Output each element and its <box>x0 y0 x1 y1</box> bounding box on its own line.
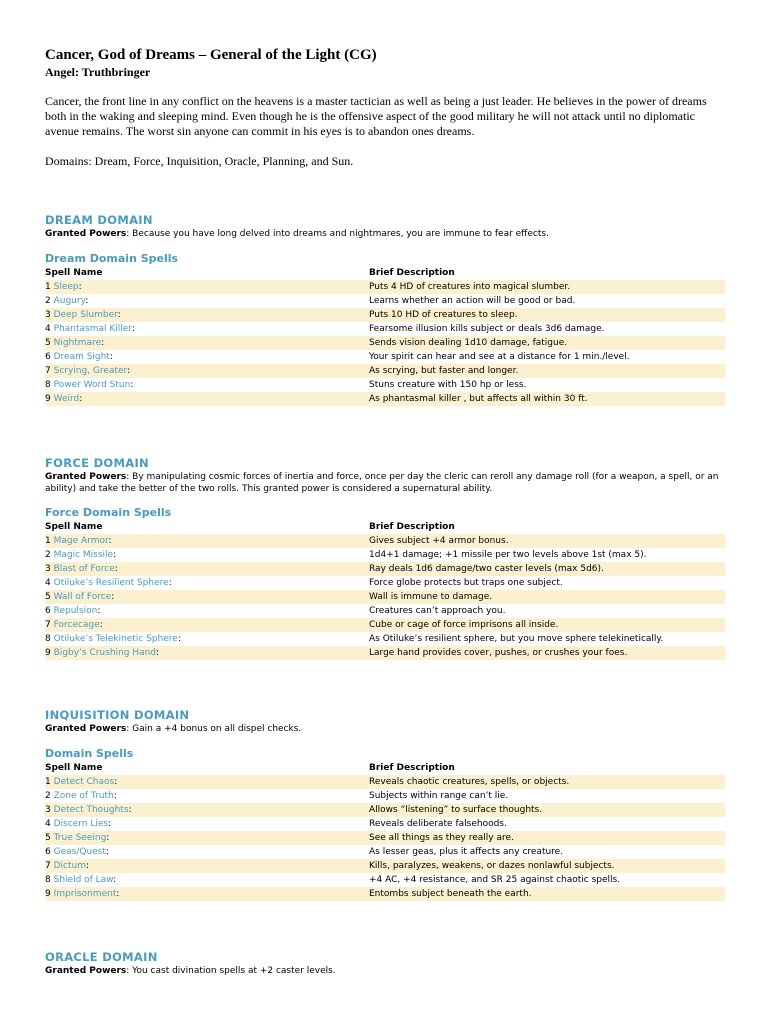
page-title: Cancer, God of Dreams – General of the Light (CG) <box>45 47 377 63</box>
spell-row <box>45 534 725 548</box>
spell-description: Entombs subject beneath the earth. <box>369 887 725 901</box>
spell-colon: : <box>113 875 117 885</box>
spell-level: 5 <box>45 592 51 602</box>
spell-link[interactable]: Dream Sight <box>53 352 110 362</box>
intro-paragraph: Cancer, the front line in any conflict on the heavens is a master tactician as well as being a just leader. He believes in the power of dreams both in the waking and sleeping mind. Even though he is the offensive aspect of the good military he will not attack until no diplomatic avenue remains. The worst sin anyone can commit in his eyes is to abandon ones dreams. <box>45 94 707 138</box>
spell-link[interactable]: Repulsion <box>53 606 98 616</box>
spell-description: As lesser geas, plus it affects any creature. <box>369 847 564 857</box>
spell-colon: : <box>117 310 121 320</box>
force-domain-section <box>45 455 725 660</box>
spell-name-header: Spell Name <box>45 268 103 278</box>
spell-name-cell <box>45 280 369 294</box>
spell-colon: : <box>168 578 172 588</box>
spell-row <box>45 618 725 632</box>
spell-level: 1 <box>45 282 51 292</box>
spell-name-cell <box>45 775 369 789</box>
spell-description: Large hand provides cover, pushes, or crushes your foes. <box>369 646 725 660</box>
spell-name-cell <box>45 873 369 887</box>
spell-level: 4 <box>45 578 51 588</box>
spell-colon: : <box>156 648 160 658</box>
spell-link[interactable]: Imprisonment <box>53 889 117 899</box>
granted-powers-label: Granted Powers <box>45 229 127 239</box>
spell-name-cell <box>45 336 369 350</box>
spell-name-cell <box>45 350 369 364</box>
spell-description: 1d4+1 damage; +1 missile per two levels above 1st (max 5). <box>369 550 647 560</box>
spell-colon: : <box>108 536 112 546</box>
spell-name-cell <box>45 803 369 817</box>
spell-link[interactable]: Bigby’s Crushing Hand <box>53 648 157 658</box>
force-spells-heading: Force Domain Spells <box>45 506 172 519</box>
spell-row <box>45 845 725 859</box>
spell-colon: : <box>106 833 110 843</box>
spell-level: 4 <box>45 819 51 829</box>
spell-name-cell <box>45 378 369 392</box>
table-header-row <box>45 266 725 280</box>
spell-description: Learns whether an action will be good or bad. <box>369 296 576 306</box>
spell-description: Creatures can’t approach you. <box>369 606 506 616</box>
spell-description: Your spirit can hear and see at a distance for 1 min./level. <box>369 352 630 362</box>
spell-row <box>45 378 725 392</box>
granted-powers-label: Granted Powers <box>45 472 127 482</box>
spell-level: 4 <box>45 324 51 334</box>
dream-spells-table <box>45 266 725 406</box>
spell-row <box>45 336 725 350</box>
spell-link[interactable]: Phantasmal Killer <box>53 324 132 334</box>
spell-level: 2 <box>45 550 51 560</box>
spell-colon: : <box>128 805 132 815</box>
force-spells-table <box>45 520 725 660</box>
spell-link[interactable]: Dictum <box>53 861 86 871</box>
spell-colon: : <box>99 620 103 630</box>
spell-level: 3 <box>45 564 51 574</box>
spell-description: As Otiluke’s resilient sphere, but you move sphere telekinetically. <box>369 634 664 644</box>
spell-level: 7 <box>45 620 51 630</box>
spell-colon: : <box>114 777 118 787</box>
spell-link[interactable]: Augury <box>53 296 86 306</box>
spell-description: As phantasmal killer , but affects all within 30 ft. <box>369 392 725 406</box>
dream-spells-heading: Dream Domain Spells <box>45 252 179 265</box>
spell-level: 1 <box>45 536 51 546</box>
spell-colon: : <box>177 634 181 644</box>
spell-colon: : <box>114 564 118 574</box>
spell-name-cell <box>45 308 369 322</box>
spell-colon: : <box>130 380 134 390</box>
spell-row <box>45 817 725 831</box>
spell-description: Puts 10 HD of creatures to sleep. <box>369 308 725 322</box>
spell-link[interactable]: Detect Thoughts <box>53 805 129 815</box>
spell-description: Wall is immune to damage. <box>369 590 725 604</box>
spell-level: 7 <box>45 861 51 871</box>
spell-row <box>45 831 725 845</box>
spell-description: Sends vision dealing 1d10 damage, fatigue. <box>369 336 725 350</box>
spell-description: Kills, paralyzes, weakens, or dazes nonlawful subjects. <box>369 859 725 873</box>
spell-level: 8 <box>45 634 51 644</box>
spell-colon: : <box>131 324 135 334</box>
brief-description-header: Brief Description <box>369 763 455 773</box>
spell-description: Ray deals 1d6 damage/two caster levels (max 5d6). <box>369 562 725 576</box>
spell-colon: : <box>105 847 109 857</box>
brief-description-header: Brief Description <box>369 268 455 278</box>
spell-colon: : <box>86 861 90 871</box>
spell-row <box>45 646 725 660</box>
spell-name-cell <box>45 604 369 618</box>
spell-row <box>45 294 725 308</box>
spell-row <box>45 350 725 364</box>
spell-row <box>45 873 725 887</box>
inquisition-domain-section <box>45 707 725 901</box>
spell-level: 8 <box>45 875 51 885</box>
spell-colon: : <box>109 352 113 362</box>
spell-level: 3 <box>45 805 51 815</box>
spell-link[interactable]: Discern Lies <box>53 819 109 829</box>
spell-level: 3 <box>45 310 51 320</box>
spell-level: 9 <box>45 648 51 658</box>
spell-level: 8 <box>45 380 51 390</box>
spell-description: Subjects within range can’t lie. <box>369 791 509 801</box>
spell-name-cell <box>45 618 369 632</box>
spell-level: 7 <box>45 366 51 376</box>
spell-name-cell <box>45 845 369 859</box>
spell-name-cell <box>45 576 369 590</box>
dream-granted-powers <box>45 228 725 240</box>
oracle-powers-text: : You cast divination spells at +2 caster levels. <box>126 966 336 976</box>
spell-description: Gives subject +4 armor bonus. <box>369 534 725 548</box>
force-granted-powers <box>45 471 725 495</box>
spell-level: 6 <box>45 847 51 857</box>
spell-colon: : <box>78 282 82 292</box>
force-domain-heading: FORCE DOMAIN <box>45 456 149 470</box>
spell-row <box>45 280 725 294</box>
spell-link[interactable]: Shield of Law <box>53 875 114 885</box>
oracle-domain-heading: ORACLE DOMAIN <box>45 950 158 964</box>
spell-colon: : <box>127 366 131 376</box>
spell-row <box>45 562 725 576</box>
spell-row <box>45 859 725 873</box>
spell-description: Reveals chaotic creatures, spells, or objects. <box>369 775 725 789</box>
table-header-row <box>45 520 725 534</box>
spell-level: 2 <box>45 296 51 306</box>
spell-name-cell <box>45 562 369 576</box>
spell-row <box>45 590 725 604</box>
dream-spells-body <box>45 280 725 406</box>
spell-link[interactable]: Zone of Truth <box>53 791 114 801</box>
spell-row <box>45 887 725 901</box>
spell-link[interactable]: Scrying, Greater <box>53 366 128 376</box>
spell-colon: : <box>108 819 112 829</box>
force-spells-body <box>45 534 725 660</box>
oracle-domain-section <box>45 949 725 977</box>
spell-level: 9 <box>45 394 51 404</box>
inquisition-granted-powers <box>45 723 725 735</box>
spell-name-header: Spell Name <box>45 522 103 532</box>
spell-name-cell <box>45 831 369 845</box>
spell-link[interactable]: Deep Slumber <box>53 310 118 320</box>
force-powers-text: : By manipulating cosmic forces of inertia and force, once per day the cleric can reroll any damage roll (for a weapon, a spell, or an ability) and take the better of the two rolls. This granted power is considered a supernatural ability. <box>45 472 719 494</box>
spell-description: Stuns creature with 150 hp or less. <box>369 380 527 390</box>
spell-name-cell <box>45 392 369 406</box>
spell-row <box>45 548 725 562</box>
spell-row <box>45 789 725 803</box>
spell-name-cell <box>45 364 369 378</box>
spell-colon: : <box>111 592 115 602</box>
spell-description: +4 AC, +4 resistance, and SR 25 against chaotic spells. <box>369 875 621 885</box>
spell-row <box>45 364 725 378</box>
spell-description: Fearsome illusion kills subject or deals 3d6 damage. <box>369 324 605 334</box>
spell-link[interactable]: Otiluke’s Telekinetic Sphere <box>53 634 178 644</box>
spell-colon: : <box>113 550 117 560</box>
spell-name-cell <box>45 294 369 308</box>
spell-link[interactable]: Weird <box>53 394 80 404</box>
dream-domain-section <box>45 212 725 406</box>
spell-name-cell <box>45 632 369 646</box>
oracle-granted-powers <box>45 965 725 977</box>
spell-level: 2 <box>45 791 51 801</box>
spell-colon: : <box>97 606 101 616</box>
spell-name-header: Spell Name <box>45 763 103 773</box>
spell-level: 6 <box>45 606 51 616</box>
inquisition-spells-heading: Domain Spells <box>45 747 134 760</box>
spell-description: See all things as they really are. <box>369 831 725 845</box>
spell-name-cell <box>45 789 369 803</box>
spell-name-cell <box>45 817 369 831</box>
spell-level: 6 <box>45 352 51 362</box>
inquisition-spells-body <box>45 775 725 901</box>
spell-description: Reveals deliberate falsehoods. <box>369 819 507 829</box>
spell-link[interactable]: Forcecage <box>53 620 100 630</box>
brief-description-header: Brief Description <box>369 522 455 532</box>
spell-row <box>45 803 725 817</box>
spell-row <box>45 392 725 406</box>
spell-link[interactable]: Detect Chaos <box>53 777 115 787</box>
spell-link[interactable]: Magic Missile <box>53 550 114 560</box>
spell-link[interactable]: True Seeing <box>53 833 107 843</box>
spell-description: Cube or cage of force imprisons all inside. <box>369 618 725 632</box>
granted-powers-label: Granted Powers <box>45 724 127 734</box>
spell-row <box>45 576 725 590</box>
spell-link[interactable]: Blast of Force <box>53 564 115 574</box>
spell-link[interactable]: Mage Armor <box>53 536 109 546</box>
spell-level: 5 <box>45 338 51 348</box>
spell-link[interactable]: Power Word Stun <box>53 380 131 390</box>
spell-description: Allows “listening” to surface thoughts. <box>369 803 725 817</box>
inquisition-powers-text: : Gain a +4 bonus on all dispel checks. <box>126 724 302 734</box>
spell-name-cell <box>45 887 369 901</box>
spell-link[interactable]: Sleep <box>53 282 79 292</box>
spell-name-cell <box>45 322 369 336</box>
spell-row <box>45 775 725 789</box>
spell-name-cell <box>45 646 369 660</box>
spell-link[interactable]: Geas/Quest <box>53 847 106 857</box>
domains-list: Domains: Dream, Force, Inquisition, Oracle, Planning, and Sun. <box>45 154 354 168</box>
table-header-row <box>45 761 725 775</box>
spell-row <box>45 322 725 336</box>
inquisition-spells-table <box>45 761 725 901</box>
spell-description: As scrying, but faster and longer. <box>369 364 725 378</box>
spell-name-cell <box>45 590 369 604</box>
spell-row <box>45 604 725 618</box>
angel-subtitle: Angel: Truthbringer <box>45 65 151 79</box>
dream-domain-heading: DREAM DOMAIN <box>45 213 153 227</box>
spell-colon: : <box>116 889 120 899</box>
spell-colon: : <box>113 791 117 801</box>
dream-powers-text: : Because you have long delved into dreams and nightmares, you are immune to fear effects. <box>126 229 549 239</box>
spell-colon: : <box>85 296 89 306</box>
spell-link[interactable]: Wall of Force <box>53 592 112 602</box>
spell-description: Puts 4 HD of creatures into magical slumber. <box>369 280 725 294</box>
spell-name-cell <box>45 859 369 873</box>
spell-link[interactable]: Nightmare <box>53 338 102 348</box>
granted-powers-label: Granted Powers <box>45 966 127 976</box>
spell-name-cell <box>45 534 369 548</box>
spell-level: 5 <box>45 833 51 843</box>
spell-level: 1 <box>45 777 51 787</box>
spell-level: 9 <box>45 889 51 899</box>
spell-link[interactable]: Otiluke’s Resilient Sphere <box>53 578 169 588</box>
spell-name-cell <box>45 548 369 562</box>
spell-row <box>45 632 725 646</box>
inquisition-domain-heading: INQUISITION DOMAIN <box>45 708 190 722</box>
spell-description: Force globe protects but traps one subject. <box>369 578 563 588</box>
spell-colon: : <box>101 338 105 348</box>
spell-row <box>45 308 725 322</box>
spell-colon: : <box>79 394 83 404</box>
